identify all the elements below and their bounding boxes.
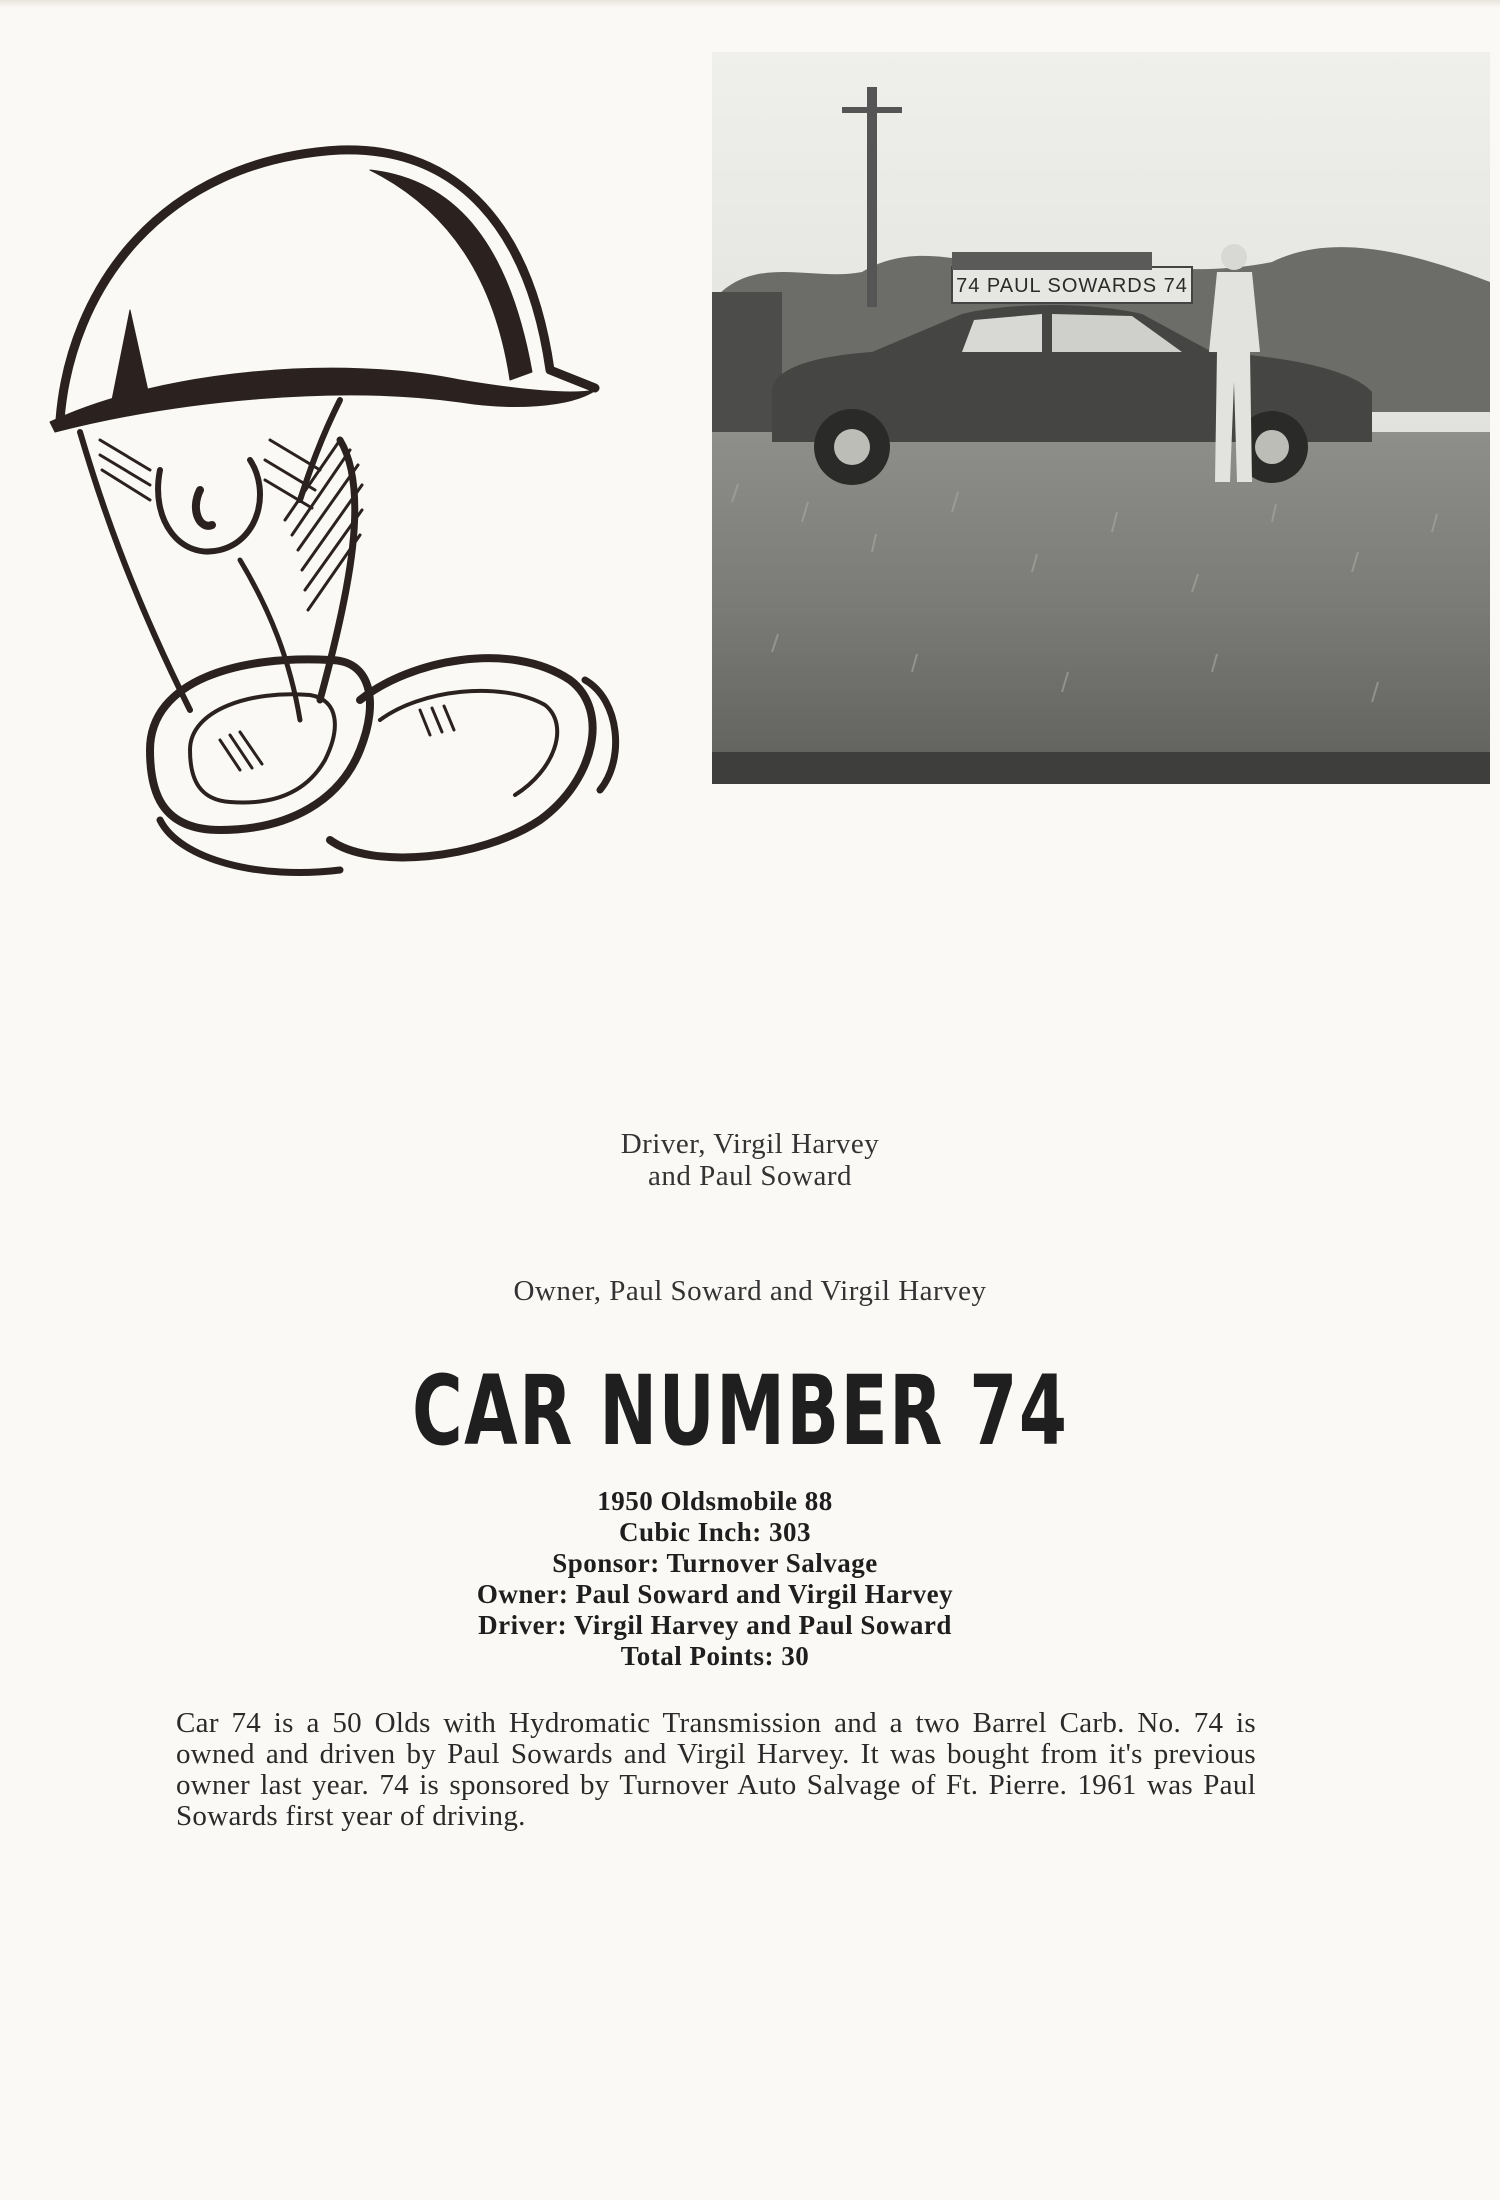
spec-total-points: Total Points: 30 [620,1641,810,1671]
car-photo [712,52,1490,784]
roof-sign-text: 74 PAUL SOWARDS 74 [956,275,1188,297]
helmet-goggles-drawing [40,140,640,900]
spec-sponsor: Sponsor: Turnover Salvage [552,1548,878,1578]
driver-caption-line-1: Driver, Virgil Harvey [620,1128,880,1160]
driver-caption [0,1128,1500,1192]
page-edge [0,0,1500,8]
car-specs [0,1486,1430,1672]
spec-owner: Owner: Paul Soward and Virgil Harvey [476,1579,954,1609]
spec-model: 1950 Oldsmobile 88 [597,1486,833,1516]
driver-caption-line-2: and Paul Soward [647,1160,853,1192]
spec-cubic-inch: Cubic Inch: 303 [618,1517,812,1547]
page-title: CAR NUMBER 74 [412,1355,1069,1467]
car-74-photo-scene [712,52,1490,784]
spec-driver: Driver: Virgil Harvey and Paul Soward [478,1610,952,1640]
car-description: Car 74 is a 50 Olds with Hydromatic Transmission and a two Barrel Carb. No. 74 is owned and driven by Paul Sowards and Virgil Harvey. It was bought from it's previous owner last year. 74 is sponsored by Turnover Auto Salvage of Ft. Pierre. 1961 was Paul Sowards first year of driving. [176,1707,1256,1832]
owner-caption: Owner, Paul Soward and Virgil Harvey [513,1275,987,1307]
driver-helmet-illustration [40,140,640,900]
